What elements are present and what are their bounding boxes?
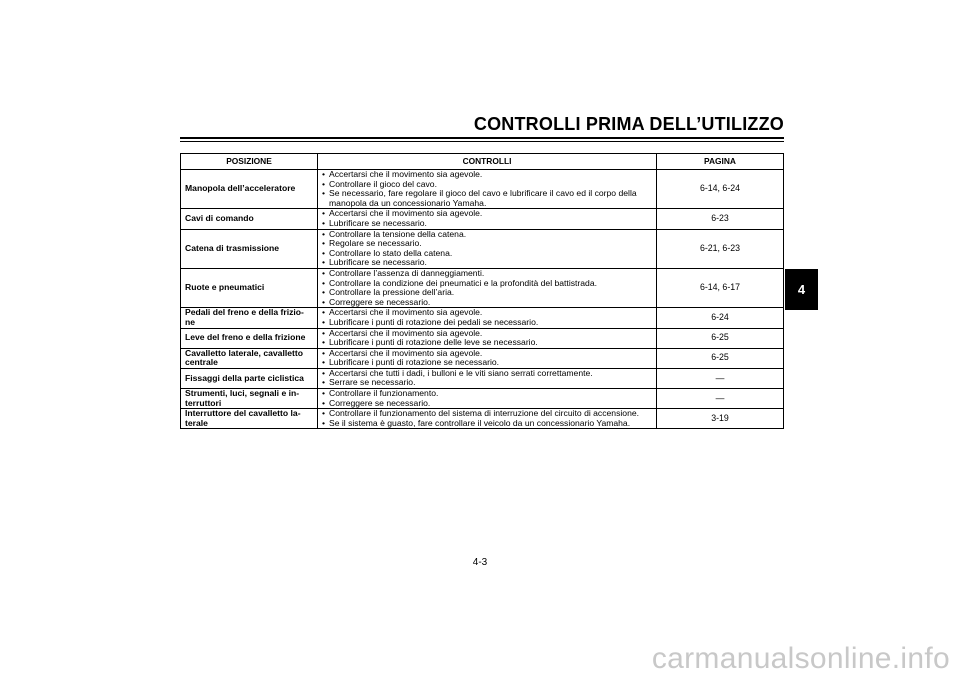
- position-cell: Ruote e pneumatici: [181, 268, 318, 307]
- checks-list: [322, 409, 652, 428]
- position-cell: Catena di trasmissione: [181, 229, 318, 268]
- check-item: • Se il sistema è guasto, fare controllare il veicolo da un concessionario Yamaha.: [322, 419, 652, 429]
- title-rule-thick: [180, 137, 784, 139]
- position-cell: Manopola dell’acceleratore: [181, 170, 318, 209]
- chapter-tab: 4: [785, 269, 818, 310]
- checks-cell: [318, 389, 657, 409]
- checks-list: [322, 308, 652, 327]
- checks-cell: [318, 368, 657, 388]
- watermark: carmanualsonline.info: [651, 642, 950, 675]
- page-ref-cell: —: [657, 368, 784, 388]
- check-item: • Controllare il funzionamento del sistema di interruzione del circuito di accensione.: [322, 409, 652, 419]
- page-ref-cell: 6-25: [657, 348, 784, 368]
- position-cell: Pedali del freno e della frizio-ne: [181, 308, 318, 328]
- page-ref-cell: 6-23: [657, 209, 784, 229]
- check-item: • Controllare il gioco del cavo.: [322, 180, 652, 190]
- checks-cell: [318, 409, 657, 429]
- table-row: [181, 389, 784, 409]
- check-item: • Controllare lo stato della catena.: [322, 249, 652, 259]
- check-item: • Correggere se necessario.: [322, 399, 652, 409]
- checks-list: [322, 230, 652, 268]
- checks-cell: [318, 328, 657, 348]
- check-item: • Correggere se necessario.: [322, 298, 652, 308]
- checks-list: [322, 349, 652, 368]
- checks-cell: [318, 268, 657, 307]
- page-ref-cell: 6-25: [657, 328, 784, 348]
- table-row: [181, 368, 784, 388]
- checks-list: [322, 329, 652, 348]
- check-item: • Accertarsi che tutti i dadi, i bulloni e le viti siano serrati correttamente.: [322, 369, 652, 379]
- title-rule-thin: [180, 141, 784, 142]
- check-item: • Controllare la pressione dell’aria.: [322, 288, 652, 298]
- check-item: • Accertarsi che il movimento sia agevole.: [322, 349, 652, 359]
- check-item: • Lubrificare i punti di rotazione dei pedali se necessario.: [322, 318, 652, 328]
- position-cell: Interruttore del cavalletto la-terale: [181, 409, 318, 429]
- checks-cell: [318, 209, 657, 229]
- table-row: [181, 348, 784, 368]
- position-cell: Cavi di comando: [181, 209, 318, 229]
- table-row: [181, 328, 784, 348]
- check-item: • Regolare se necessario.: [322, 239, 652, 249]
- check-item: • Se necessario, fare regolare il gioco del cavo e lubrificare il cavo ed il corpo della manopola da un concessionario Yamaha.: [322, 189, 652, 208]
- check-item: • Controllare la tensione della catena.: [322, 230, 652, 240]
- checks-cell: [318, 348, 657, 368]
- page-number: 4-3: [472, 557, 488, 568]
- check-item: • Accertarsi che il movimento sia agevole.: [322, 329, 652, 339]
- position-cell: Cavalletto laterale, cavalletto centrale: [181, 348, 318, 368]
- table-body: [181, 170, 784, 429]
- check-item: • Lubrificare se necessario.: [322, 219, 652, 229]
- page-title: CONTROLLI PRIMA DELL’UTILIZZO: [473, 114, 784, 134]
- page-ref-cell: 6-24: [657, 308, 784, 328]
- page-ref-cell: —: [657, 389, 784, 409]
- check-item: • Lubrificare i punti di rotazione se necessario.: [322, 358, 652, 368]
- page-ref-cell: 6-14, 6-17: [657, 268, 784, 307]
- position-cell: Fissaggi della parte ciclistica: [181, 368, 318, 388]
- controls-table: [180, 153, 784, 429]
- checks-list: [322, 389, 652, 408]
- check-item: • Accertarsi che il movimento sia agevole.: [322, 308, 652, 318]
- check-item: • Controllare l’assenza di danneggiamenti.: [322, 269, 652, 279]
- table-row: [181, 308, 784, 328]
- table-row: [181, 268, 784, 307]
- check-item: • Accertarsi che il movimento sia agevole.: [322, 209, 652, 219]
- checks-cell: [318, 229, 657, 268]
- header-checks: CONTROLLI: [318, 154, 657, 170]
- check-item: • Controllare il funzionamento.: [322, 389, 652, 399]
- position-cell: Strumenti, luci, segnali e in-terruttori: [181, 389, 318, 409]
- checks-list: [322, 269, 652, 307]
- header-row: [181, 154, 784, 170]
- table-row: [181, 209, 784, 229]
- checks-cell: [318, 308, 657, 328]
- header-page: PAGINA: [657, 154, 784, 170]
- page-ref-cell: 6-21, 6-23: [657, 229, 784, 268]
- position-cell: Leve del freno e della frizione: [181, 328, 318, 348]
- table-row: [181, 170, 784, 209]
- table-row: [181, 229, 784, 268]
- header-position: POSIZIONE: [181, 154, 318, 170]
- checks-list: [322, 170, 652, 208]
- checks-list: [322, 209, 652, 228]
- check-item: • Lubrificare se necessario.: [322, 258, 652, 268]
- checks-cell: [318, 170, 657, 209]
- page-ref-cell: 3-19: [657, 409, 784, 429]
- check-item: • Lubrificare i punti di rotazione delle leve se necessario.: [322, 338, 652, 348]
- checks-list: [322, 369, 652, 388]
- check-item: • Controllare la condizione dei pneumatici e la profondità del battistrada.: [322, 279, 652, 289]
- page-ref-cell: 6-14, 6-24: [657, 170, 784, 209]
- check-item: • Serrare se necessario.: [322, 378, 652, 388]
- check-item: • Accertarsi che il movimento sia agevole.: [322, 170, 652, 180]
- table-row: [181, 409, 784, 429]
